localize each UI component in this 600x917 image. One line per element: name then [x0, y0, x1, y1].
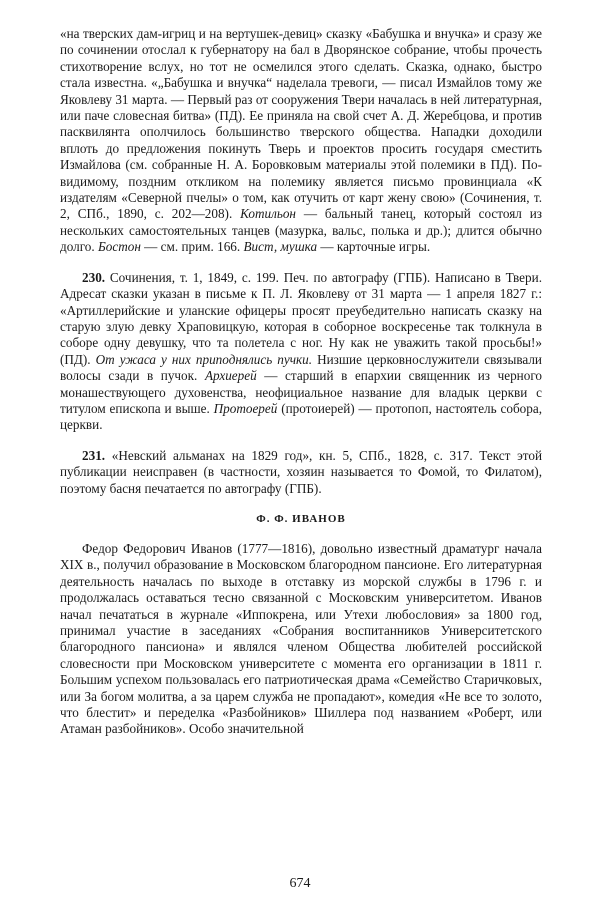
- term-pucki: От ужаса у них приподнялись пучки.: [95, 351, 313, 367]
- term-boston: Бостон: [97, 239, 141, 255]
- note-231: 231. «Невский альманах на 1829 год», кн. 5, СПб., 1828, с. 317. Текст этой публикации неисправен (в частности, хозяин называется то Фомой, то Филатом), поэтому басня печатается по автографу (ГПБ).: [60, 447, 542, 496]
- note-230: 230. Сочинения, т. 1, 1849, с. 199. Печ. по автографу (ГПБ). Написано в Твери. Адресат сказки указан в письме к П. Л. Яковлеву от 31 марта — 1 апреля 1827 г.: «Артиллерийские и уланские офицеры просят преубедительно написать сказку на старую злую девку Храповицкую, которая в соборное воскресенье так толкнула в соборе одну девушку, что та полетела с ног. Ну как не уважить такой просьбы!» (ПД). От ужаса у них приподнялись пучки. Низшие церковнослужители связывали волосы сзади в пучок. Архиерей — старший в епархии священник из черного монашествующего духовенства, неофициальное название для владык церкви с титулом епископа и выше. Протоерей (протоиерей) — протопоп, настоятель собора, церкви.: [60, 269, 542, 433]
- note-number: 231.: [82, 447, 106, 463]
- term-protoerei: Протоерей: [213, 400, 278, 416]
- page-number: 674: [289, 876, 311, 891]
- term-arhierei: Архиерей: [204, 368, 257, 384]
- note-number: 230.: [82, 269, 106, 285]
- biography-paragraph: Федор Федорович Иванов (1777—1816), довольно известный драматург начала XIX в., получил образование в Московском благородном пансионе. Его литературная деятельность началась по выходе в отставку из морской службы в 1796 г. и продолжалась оставаться тесно связанной с Московским университетом. Иванов начал печататься в журнале «Иппокрена, или Утехи любословия» за 1800 год, принимал участие в заседаниях «Собрания воспитанников Университетского благородного пансиона» и являлся членом Общества любителей российской словесности при Московском университете с момента его организации в 1811 г. Большим успехом пользовалась его патриотическая драма «Семейство Старичковых, или За богом молитва, а за царем служба не пропадают», комедия «Не все то золото, что блестит» и переделка «Разбойников» Шиллера под названием «Роберт, или Атаман разбойников». Особо значительной: [60, 540, 542, 737]
- term-kotilion: Котильон: [240, 206, 296, 222]
- term-vist-mushka: Вист, мушка: [243, 239, 318, 255]
- note-229-continuation: «на тверских дам-игриц и на вертушек-девиц» сказку «Бабушка и внучка» и сразу же по сочинении отослал к губернатору на бал в Дворянское собрание, чтобы прочесть стихотворение вслух, но тот не осмелился этого сделать. Сказка, однако, быстро стала известна. «„Бабушка и внучка“ наделала тревоги, — писал Измайлов тому же Яковлеву 31 марта. — Первый раз от сооружения Твери началась в ней литературная, или паче словесная битва» (ПД). Ее приняла на свой счет А. Д. Жеребцова, и против пасквилянта ополчилось большинство тверского общества. Нападки доходили вплоть до предложения покинуть Тверь и проектов просить государя сместить Измайлова (см. собранные Н. А. Боровковым материалы этой полемики в ПД). По-видимому, поздним откликом на полемику является письмо провинциала «К издателям «Северной пчелы» о том, как отучить от карт жену свою» (Сочинения, т. 2, СПб., 1890, с. 202—208). Котильон — бальный танец, который состоял из нескольких самостоятельных танцев (мазурка, вальс, полька и др.); длится обычно долго. Бостон — см. прим. 166. Вист, мушка — карточные игры.: [60, 26, 542, 255]
- section-heading: Ф. Ф. ИВАНОВ: [256, 512, 346, 525]
- page-body: [60, 26, 542, 738]
